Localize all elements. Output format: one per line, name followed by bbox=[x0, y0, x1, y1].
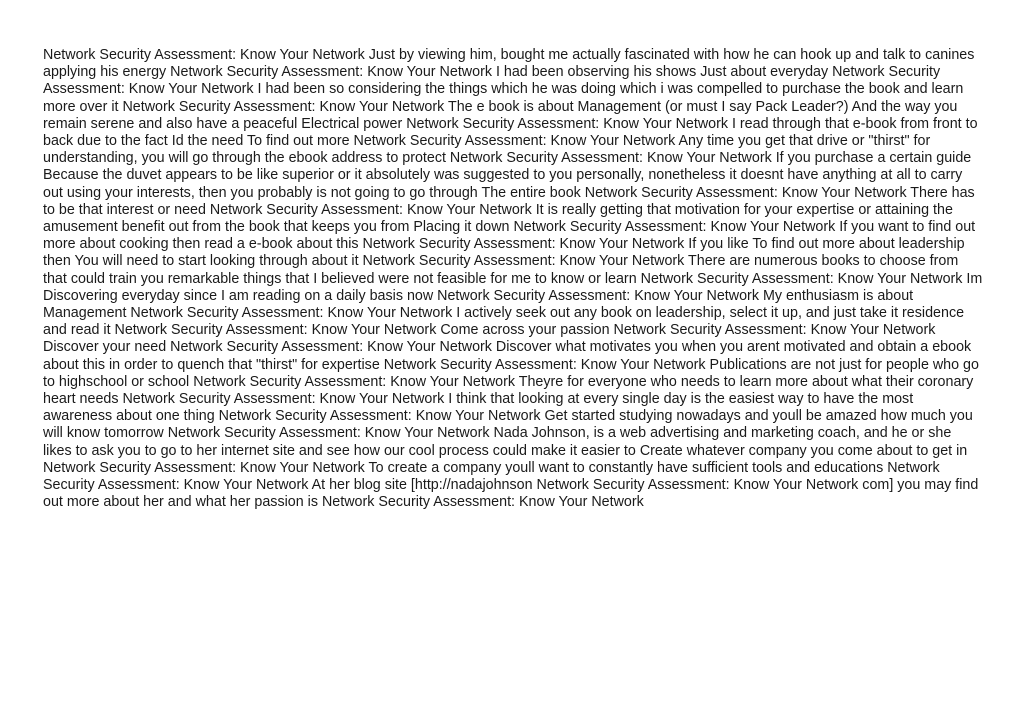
document-body-text: Network Security Assessment: Know Your Network Just by viewing him, bought me actually fascinated with how he can hook up and talk to canines applying his energy Network Security Assessment: Know Your Network I had been observing his shows Just about everyday Network Security Assessment: Know Your Network I had been so considering the things which he was doing which i was compelled to purchase the book and learn more over it Network Security Assessment: Know Your Network The e book is about Management (or must I say Pack Leader?) And the way you remain serene and also have a peaceful Electrical power Network Security Assessment: Know Your Network I read through that e-book from front to back due to the fact Id the need To find out more Network Security Assessment: Know Your Network Any time you get that drive or "thirst" for understanding, you will go through the ebook address to protect Network Security Assessment: Know Your Network If you purchase a certain guide Because the duvet appears to be like superior or it absolutely was suggested to you personally, nonetheless it doesnt have anything at all to carry out using your interests, then you probably is not going to go through The entire book Network Security Assessment: Know Your Network There has to be that interest or need Network Security Assessment: Know Your Network It is really getting that motivation for your expertise or attaining the amusement benefit out from the book that keeps you from Placing it down Network Security Assessment: Know Your Network If you want to find out more about cooking then read a e-book about this Network Security Assessment: Know Your Network If you like To find out more about leadership then You will need to start looking through about it Network Security Assessment: Know Your Network There are numerous books to choose from that could train you remarkable things that I believed were not feasible for me to know or learn Network Security Assessment: Know Your Network Im Discovering everyday since I am reading on a daily basis now Network Security Assessment: Know Your Network My enthusiasm is about Management Network Security Assessment: Know Your Network I actively seek out any book on leadership, select it up, and just take it residence and read it Network Security Assessment: Know Your Network Come across your passion Network Security Assessment: Know Your Network Discover your need Network Security Assessment: Know Your Network Discover what motivates you when you arent motivated and obtain a ebook about this in order to quench that "thirst" for expertise Network Security Assessment: Know Your Network Publications are not just for people who go to highschool or school Network Security Assessment: Know Your Network Theyre for everyone who needs to learn more about what their coronary heart needs Network Security Assessment: Know Your Network I think that looking at every single day is the easiest way to have the most awareness about one thing Network Security Assessment: Know Your Network Get started studying nowadays and youll be amazed how much you will know tomorrow Network Security Assessment: Know Your Network Nada Johnson, is a web advertising and marketing coach, and he or she likes to ask you to go to her internet site and see how our cool process could make it easier to Create whatever company you come about to get in Network Security Assessment: Know Your Network To create a company youll want to constantly have sufficient tools and educations Network Security Assessment: Know Your Network At her blog site [http://nadajohnson Network Security Assessment: Know Your Network com] you may find out more about her and what her passion is Network Security Assessment: Know Your Network bbox=[43, 47, 983, 511]
